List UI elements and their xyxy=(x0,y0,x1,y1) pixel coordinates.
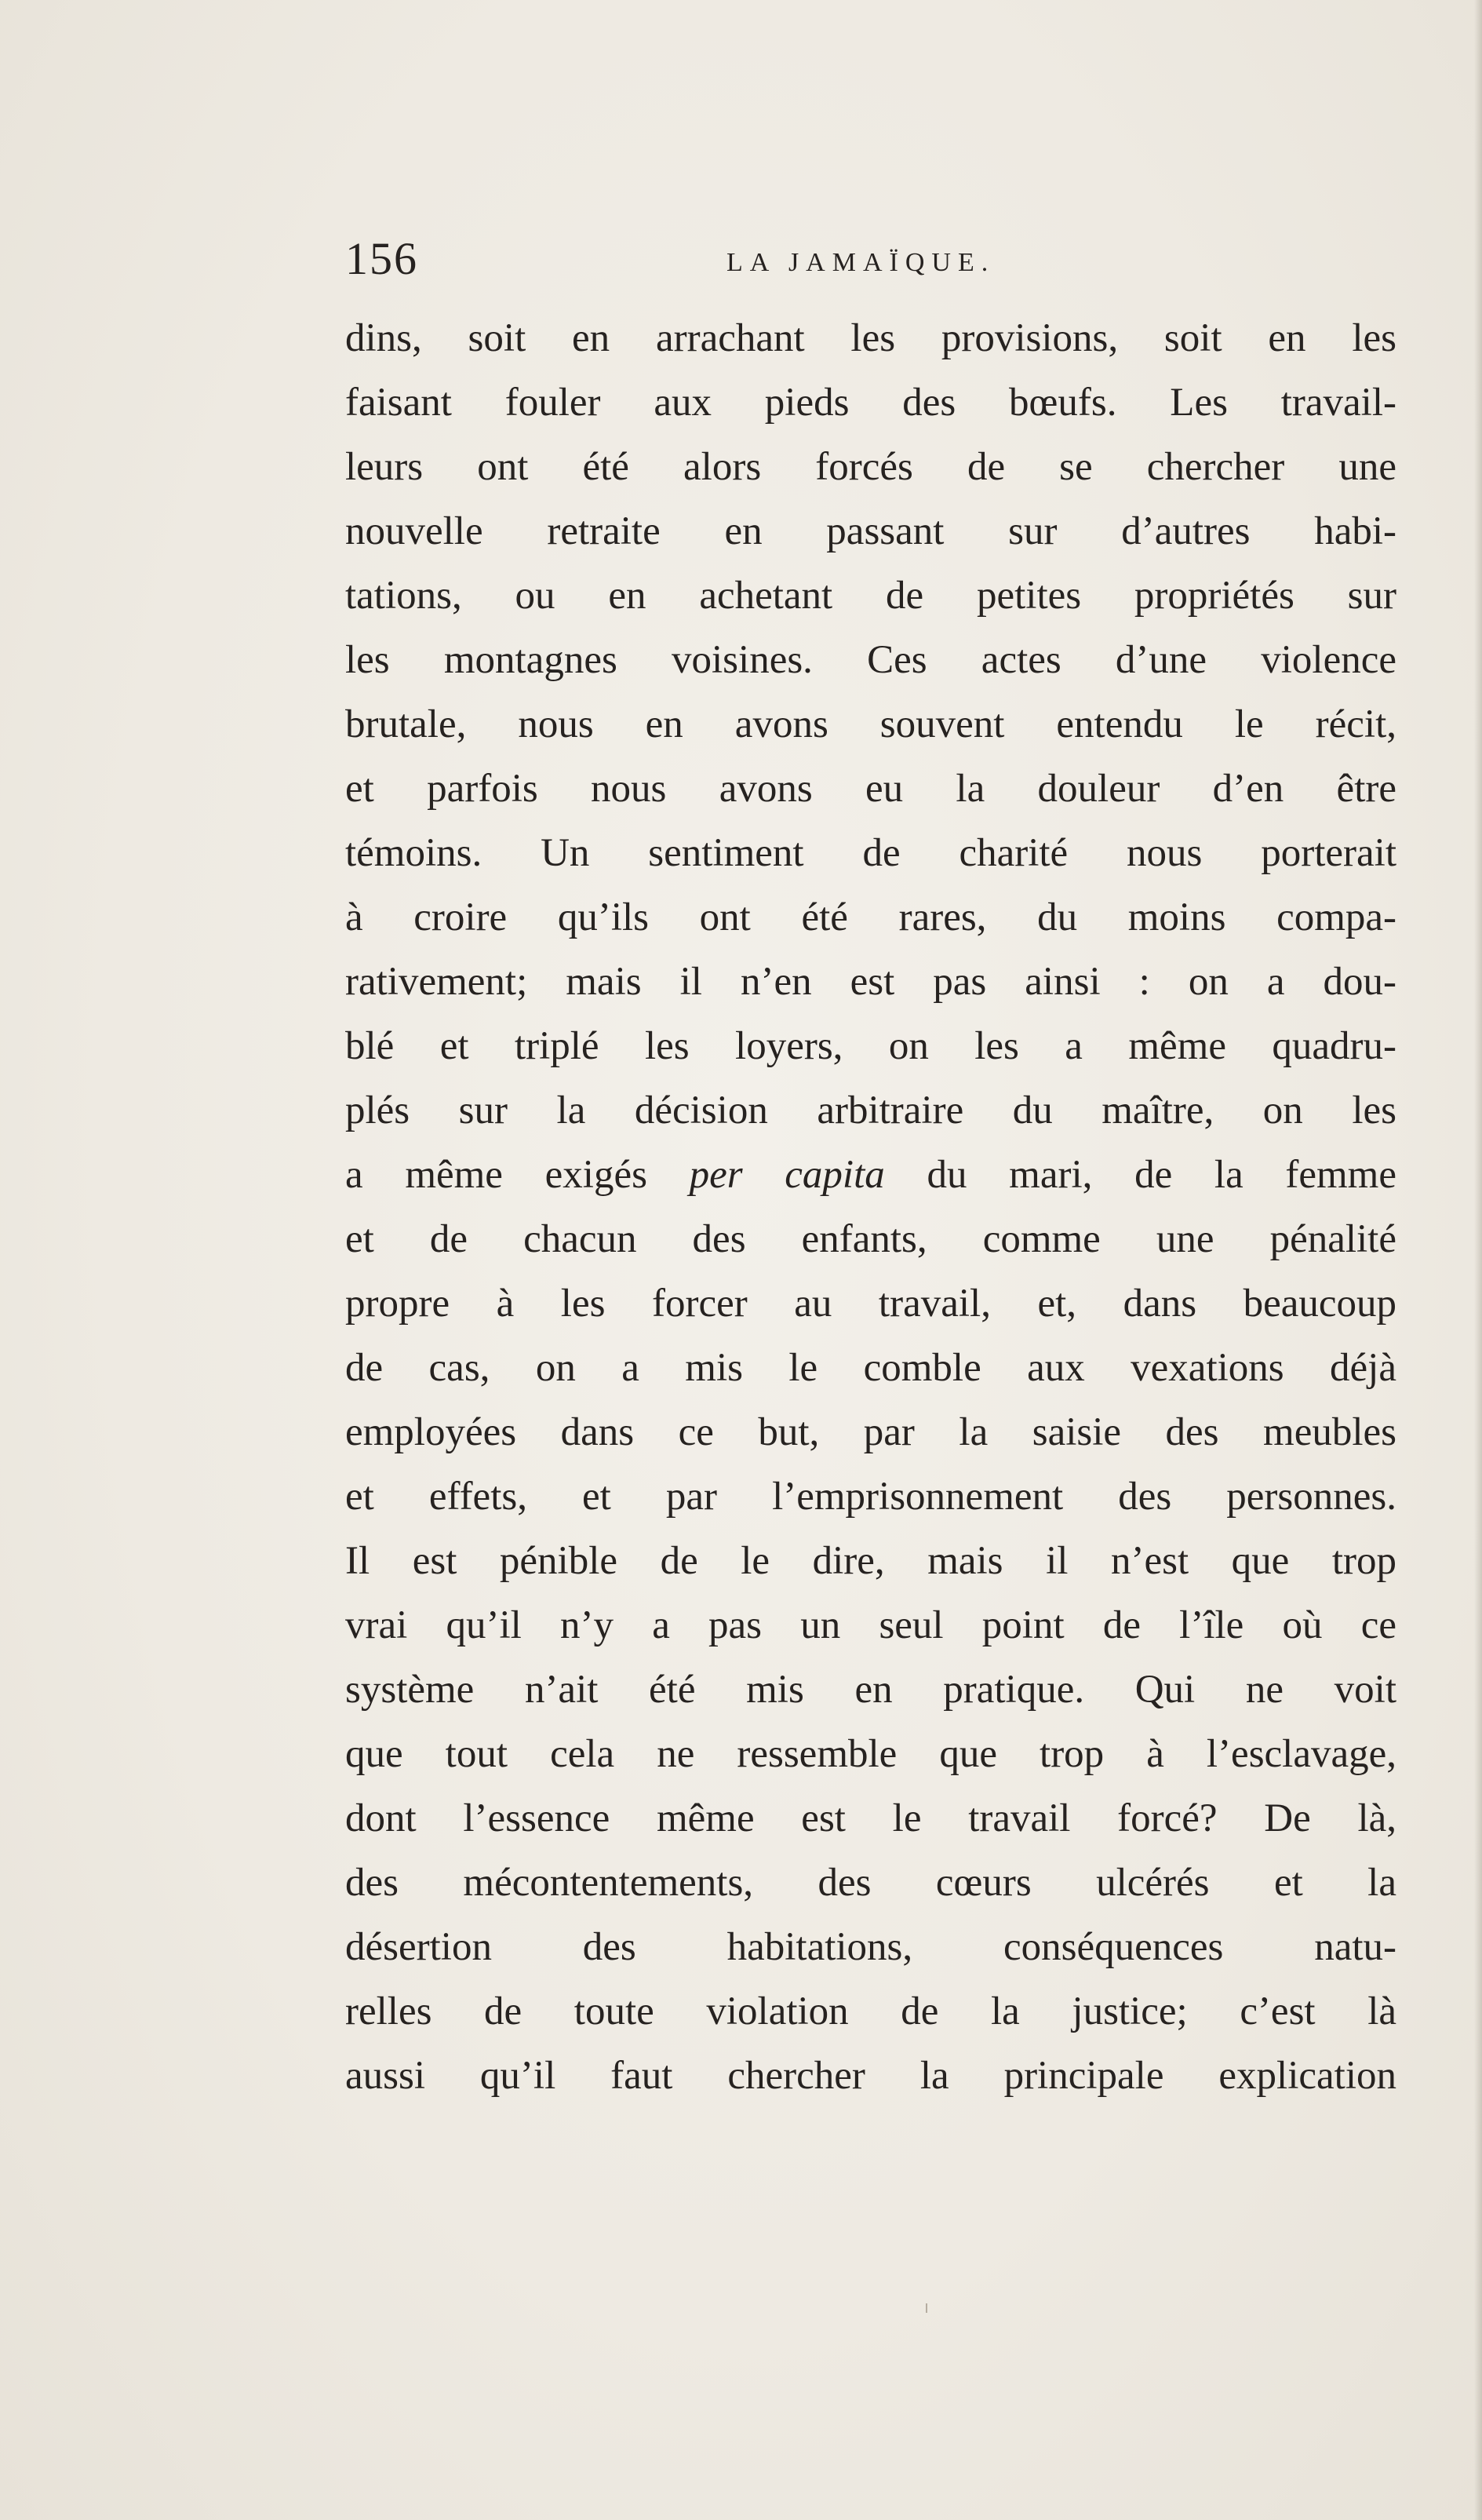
text-line-with-italic xyxy=(345,1143,1396,1207)
text-line: et de chacun des enfants, comme une pénalité xyxy=(345,1217,1396,1261)
text-line: témoins. Un sentiment de charité nous porterait xyxy=(345,831,1396,875)
text-line: employées dans ce but, par la saisie des meubles xyxy=(345,1410,1396,1454)
text-line: plés sur la décision arbitraire du maître, on les xyxy=(345,1089,1396,1132)
text-line: rativement; mais il n’en est pas ainsi : on a dou- xyxy=(345,960,1396,1004)
text-line: tations, ou en achetant de petites propriétés sur xyxy=(345,574,1396,618)
text-segment: a même exigés xyxy=(345,1153,690,1197)
body-text xyxy=(345,306,1396,2108)
text-line: les montagnes voisines. Ces actes d’une violence xyxy=(345,638,1396,682)
text-line: vrai qu’il n’y a pas un seul point de l’île où ce xyxy=(345,1603,1396,1647)
running-head xyxy=(345,232,1396,287)
paper-speck xyxy=(926,2303,927,2313)
text-line: désertion des habitations, conséquences natu- xyxy=(345,1925,1396,1969)
text-line: système n’ait été mis en pratique. Qui ne voit xyxy=(345,1668,1396,1712)
text-line: dins, soit en arrachant les provisions, soit en les xyxy=(345,316,1396,360)
text-line: Il est pénible de le dire, mais il n’est que trop xyxy=(345,1539,1396,1583)
text-line: que tout cela ne ressemble que trop à l’esclavage, xyxy=(345,1732,1396,1776)
text-line: propre à les forcer au travail, et, dans beaucoup xyxy=(345,1282,1396,1326)
text-line: de cas, on a mis le comble aux vexations déjà xyxy=(345,1346,1396,1390)
text-line: faisant fouler aux pieds des bœufs. Les travail- xyxy=(345,381,1396,425)
text-line: à croire qu’ils ont été rares, du moins compa- xyxy=(345,895,1396,939)
page-number: 156 xyxy=(345,233,418,284)
text-line: brutale, nous en avons souvent entendu le récit, xyxy=(345,702,1396,746)
text-line: blé et triplé les loyers, on les a même quadru- xyxy=(345,1024,1396,1068)
text-segment: du mari, de la femme xyxy=(884,1153,1396,1197)
italic-latin-phrase: per capita xyxy=(689,1153,885,1197)
running-title: LA JAMAÏQUE. xyxy=(726,248,996,277)
text-line: leurs ont été alors forcés de se chercher une xyxy=(345,445,1396,489)
text-line: et effets, et par l’emprisonnement des personnes. xyxy=(345,1475,1396,1519)
text-line: des mécontentements, des cœurs ulcérés et la xyxy=(345,1861,1396,1905)
text-line: dont l’essence même est le travail forcé? De là, xyxy=(345,1796,1396,1840)
text-line: aussi qu’il faut chercher la principale explication xyxy=(345,2054,1396,2098)
text-line: relles de toute violation de la justice; c’est là xyxy=(345,1989,1396,2033)
text-line: et parfois nous avons eu la douleur d’en être xyxy=(345,767,1396,811)
page-edge-shadow xyxy=(1474,0,1482,2520)
text-line: nouvelle retraite en passant sur d’autres habi- xyxy=(345,509,1396,553)
